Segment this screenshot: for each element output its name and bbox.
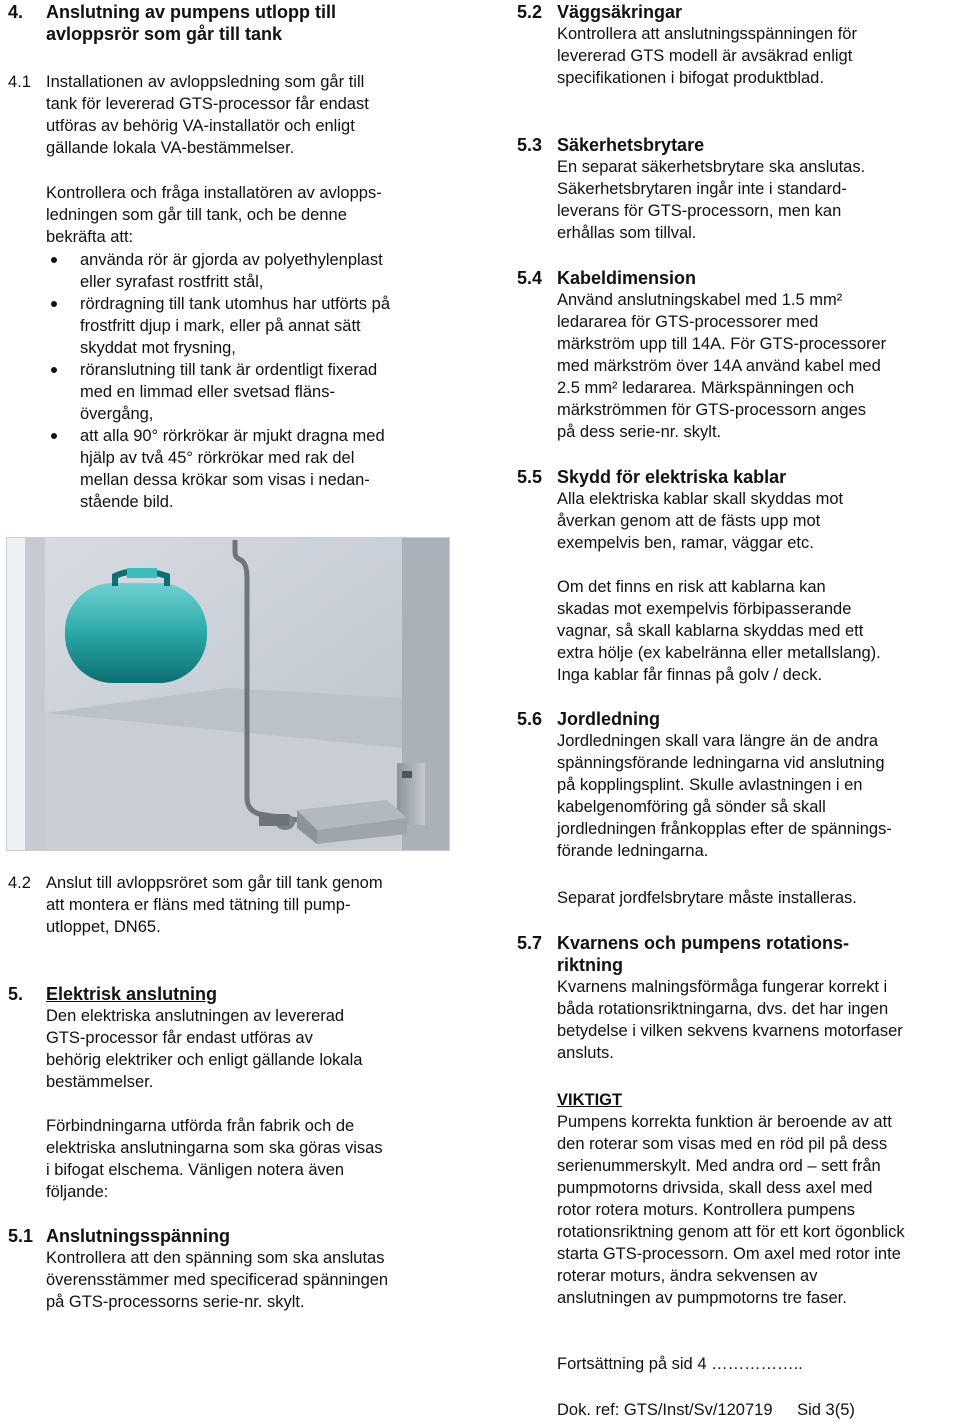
text-line: pumpmotorns drivsida, skall dess axel med <box>557 1179 873 1197</box>
text-line: utloppet, DN65. <box>46 918 161 936</box>
section-number: 5.6 <box>517 709 543 729</box>
section-5-1 <box>8 1225 388 1313</box>
section-5-3 <box>517 134 865 244</box>
text-line: på GTS-processorns serie-nr. skylt. <box>46 1293 305 1311</box>
text-line: mellan dessa krökar som visas i nedan- <box>80 471 370 489</box>
section-5-6 <box>517 708 892 862</box>
heading-line: Säkerhetsbrytare <box>557 135 705 155</box>
text-line: Den elektriska anslutningen av levererad <box>46 1007 345 1025</box>
section-number: 5.1 <box>8 1226 34 1246</box>
text-line: bekräfta att: <box>46 228 134 246</box>
text-line: vagnar, så skall kablarna skyddas med ett <box>557 622 864 640</box>
requirements-list <box>46 249 390 513</box>
text-line: utföras av behörig VA-installatör och enligt <box>46 117 355 135</box>
text-line: Separat jordfelsbrytare måste installeras. <box>557 889 857 907</box>
text-line: överensstämmer med specificerad spänningen <box>46 1271 389 1289</box>
document-reference: Dok. ref: GTS/Inst/Sv/120719 <box>557 1401 773 1419</box>
text-line: behörig elektriker och enligt gällande lokala <box>46 1051 363 1069</box>
section-4-2 <box>8 872 383 938</box>
section-5-6-note <box>557 887 857 909</box>
important-heading: VIKTIGT <box>557 1091 623 1109</box>
section-5-7 <box>517 932 903 1064</box>
text-line: serienummerskylt. Med andra ord – sett från <box>557 1157 881 1175</box>
section-number: 5.2 <box>517 2 543 22</box>
text-line: Jordledningen skall vara längre än de andra <box>557 732 879 750</box>
text-line: på kopplingsplint. Skulle avlastningen i en <box>557 776 863 794</box>
section-5-2 <box>517 1 857 89</box>
list-item <box>46 293 390 359</box>
heading-line: riktning <box>557 955 623 975</box>
text-line: Kvarnens malningsförmåga fungerar korrekt i <box>557 978 888 996</box>
section-number: 5.5 <box>517 467 543 487</box>
list-item <box>46 249 390 293</box>
section-number: 4. <box>8 2 24 22</box>
heading-line: Anslutning av pumpens utlopp till <box>46 2 336 22</box>
text-line: elektriska anslutningarna som ska göras visas <box>46 1139 383 1157</box>
text-line: stående bild. <box>80 493 174 511</box>
text-line: Kontrollera och fråga installatören av avlopps- <box>46 184 382 202</box>
text-line: tank för levererad GTS-processor får endast <box>46 95 369 113</box>
text-line: Alla elektriska kablar skall skyddas mot <box>557 490 844 508</box>
heading-line: Skydd för elektriska kablar <box>557 467 787 487</box>
continued-note: Fortsättning på sid 4 …………….. <box>557 1355 803 1373</box>
important-notice <box>557 1089 905 1309</box>
text-line: ledningen som går till tank, och be denne <box>46 206 347 224</box>
section-number: 4.1 <box>8 73 31 91</box>
text-line: Säkerhetsbrytaren ingår inte i standard- <box>557 180 847 198</box>
text-line: Pumpens korrekta funktion är beroende av att <box>557 1113 892 1131</box>
heading-line: Jordledning <box>557 709 660 729</box>
text-line: bestämmelser. <box>46 1073 154 1091</box>
text-line: jordledningen frånkopplas efter de spännings- <box>557 820 892 838</box>
text-line: med märkström över 14A använd kabel med <box>557 357 881 375</box>
text-line: Installationen av avloppsledning som går till <box>46 73 365 91</box>
text-line: följande: <box>46 1183 109 1201</box>
text-line: rördragning till tank utomhus har utförts på <box>80 295 390 313</box>
text-line: Använd anslutningskabel med 1.5 mm² <box>557 291 843 309</box>
section-5-paragraph-1 <box>46 1005 362 1093</box>
text-line: hjälp av två 45° rörkrökar med rak del <box>80 449 355 467</box>
section-number: 4.2 <box>8 874 31 892</box>
text-line: frostfritt djup i mark, eller på annat sätt <box>80 317 361 335</box>
heading-line: Kabeldimension <box>557 268 697 288</box>
text-line: rotationsriktning genom att för ett kort ögonblick <box>557 1223 905 1241</box>
footer <box>557 1399 855 1421</box>
text-line: levererad GTS modell är avsäkrad enligt <box>557 47 853 65</box>
heading-line: Väggsäkringar <box>557 2 683 22</box>
text-line: erhållas som tillval. <box>557 224 697 242</box>
text-line: åverkan genom att de fästs upp mot <box>557 512 821 530</box>
section-number: 5. <box>8 984 24 1004</box>
section-number: 5.7 <box>517 933 543 953</box>
list-item <box>46 359 390 425</box>
heading-line: avloppsrör som går till tank <box>46 24 283 44</box>
text-line: eller syrafast rostfritt stål, <box>80 273 264 291</box>
list-item <box>46 425 390 513</box>
text-line: röranslutning till tank är ordentligt fixerad <box>80 361 378 379</box>
text-line: övergång, <box>80 405 154 423</box>
text-line: Anslut till avloppsröret som går till tank genom <box>46 874 383 892</box>
section-4-1-paragraph <box>46 182 382 248</box>
text-line: båda rotationsriktningarna, dvs. det har ingen <box>557 1000 889 1018</box>
text-line: att montera er fläns med tätning till pump- <box>46 896 351 914</box>
text-line: märkström upp till 14A. För GTS-processorer <box>557 335 887 353</box>
text-line: rotor rotera moturs. Kontrollera pumpens <box>557 1201 856 1219</box>
text-line: Kontrollera att anslutningsspänningen för <box>557 25 857 43</box>
text-line: 2.5 mm² ledararea. Märkspänningen och <box>557 379 855 397</box>
section-5-4 <box>517 267 886 443</box>
section-4-1 <box>8 71 369 159</box>
text-line: skadas mot exempelvis förbipasserande <box>557 600 852 618</box>
text-line: extra hölje (ex kabelränna eller metallslang). <box>557 644 881 662</box>
text-line: Om det finns en risk att kablarna kan <box>557 578 826 596</box>
text-line: märkströmmen för GTS-processorn anges <box>557 401 867 419</box>
text-line: kabelgenomföring gå sönder så skall <box>557 798 826 816</box>
text-line: En separat säkerhetsbrytare ska anslutas. <box>557 158 866 176</box>
text-line: med en limmad eller svetsad fläns- <box>80 383 335 401</box>
section-5-paragraph-2 <box>46 1115 383 1203</box>
text-line: använda rör är gjorda av polyethylenplast <box>80 251 383 269</box>
section-4-heading <box>8 1 336 45</box>
text-line: specifikationen i bifogat produktblad. <box>557 69 824 87</box>
section-5-5-paragraph <box>557 576 881 686</box>
text-line: roterar moturs, ändra sekvensen av <box>557 1267 818 1285</box>
page-number: Sid 3(5) <box>797 1401 855 1419</box>
text-line: ledararea för GTS-processorer med <box>557 313 819 331</box>
text-line: GTS-processor får endast utföras av <box>46 1029 313 1047</box>
installation-illustration <box>6 537 450 851</box>
text-line: att alla 90° rörkrökar är mjukt dragna med <box>80 427 385 445</box>
section-number: 5.3 <box>517 135 543 155</box>
section-5-5 <box>517 466 843 554</box>
text-line: skyddat mot frysning, <box>80 339 236 357</box>
text-line: leverans för GTS-processorn, men kan <box>557 202 842 220</box>
section-number: 5.4 <box>517 268 543 288</box>
text-line: förande ledningarna. <box>557 842 709 860</box>
text-line: gällande lokala VA-bestämmelser. <box>46 139 295 157</box>
text-line: betydelse i vilken sekvens kvarnens motorfaser <box>557 1022 903 1040</box>
text-line: spänningsförande ledningarna vid anslutning <box>557 754 885 772</box>
text-line: starta GTS-processorn. Om axel med rotor inte <box>557 1245 901 1263</box>
heading-line: Anslutningsspänning <box>46 1226 230 1246</box>
text-line: den roterar som visas med en röd pil på dess <box>557 1135 888 1153</box>
heading-line: Elektrisk anslutning <box>46 984 218 1004</box>
text-line: ansluts. <box>557 1044 614 1062</box>
text-line: Förbindningarna utförda från fabrik och de <box>46 1117 355 1135</box>
text-line: på dess serie-nr. skylt. <box>557 423 722 441</box>
text-line: i bifogat elschema. Vänligen notera även <box>46 1161 345 1179</box>
text-line: anslutningen av pumpmotorns tre faser. <box>557 1289 847 1307</box>
text-line: exempelvis ben, ramar, väggar etc. <box>557 534 814 552</box>
section-5-heading <box>8 983 217 1005</box>
text-line: Inga kablar får finnas på golv / deck. <box>557 666 823 684</box>
heading-line: Kvarnens och pumpens rotations- <box>557 933 850 953</box>
text-line: Kontrollera att den spänning som ska anslutas <box>46 1249 385 1267</box>
